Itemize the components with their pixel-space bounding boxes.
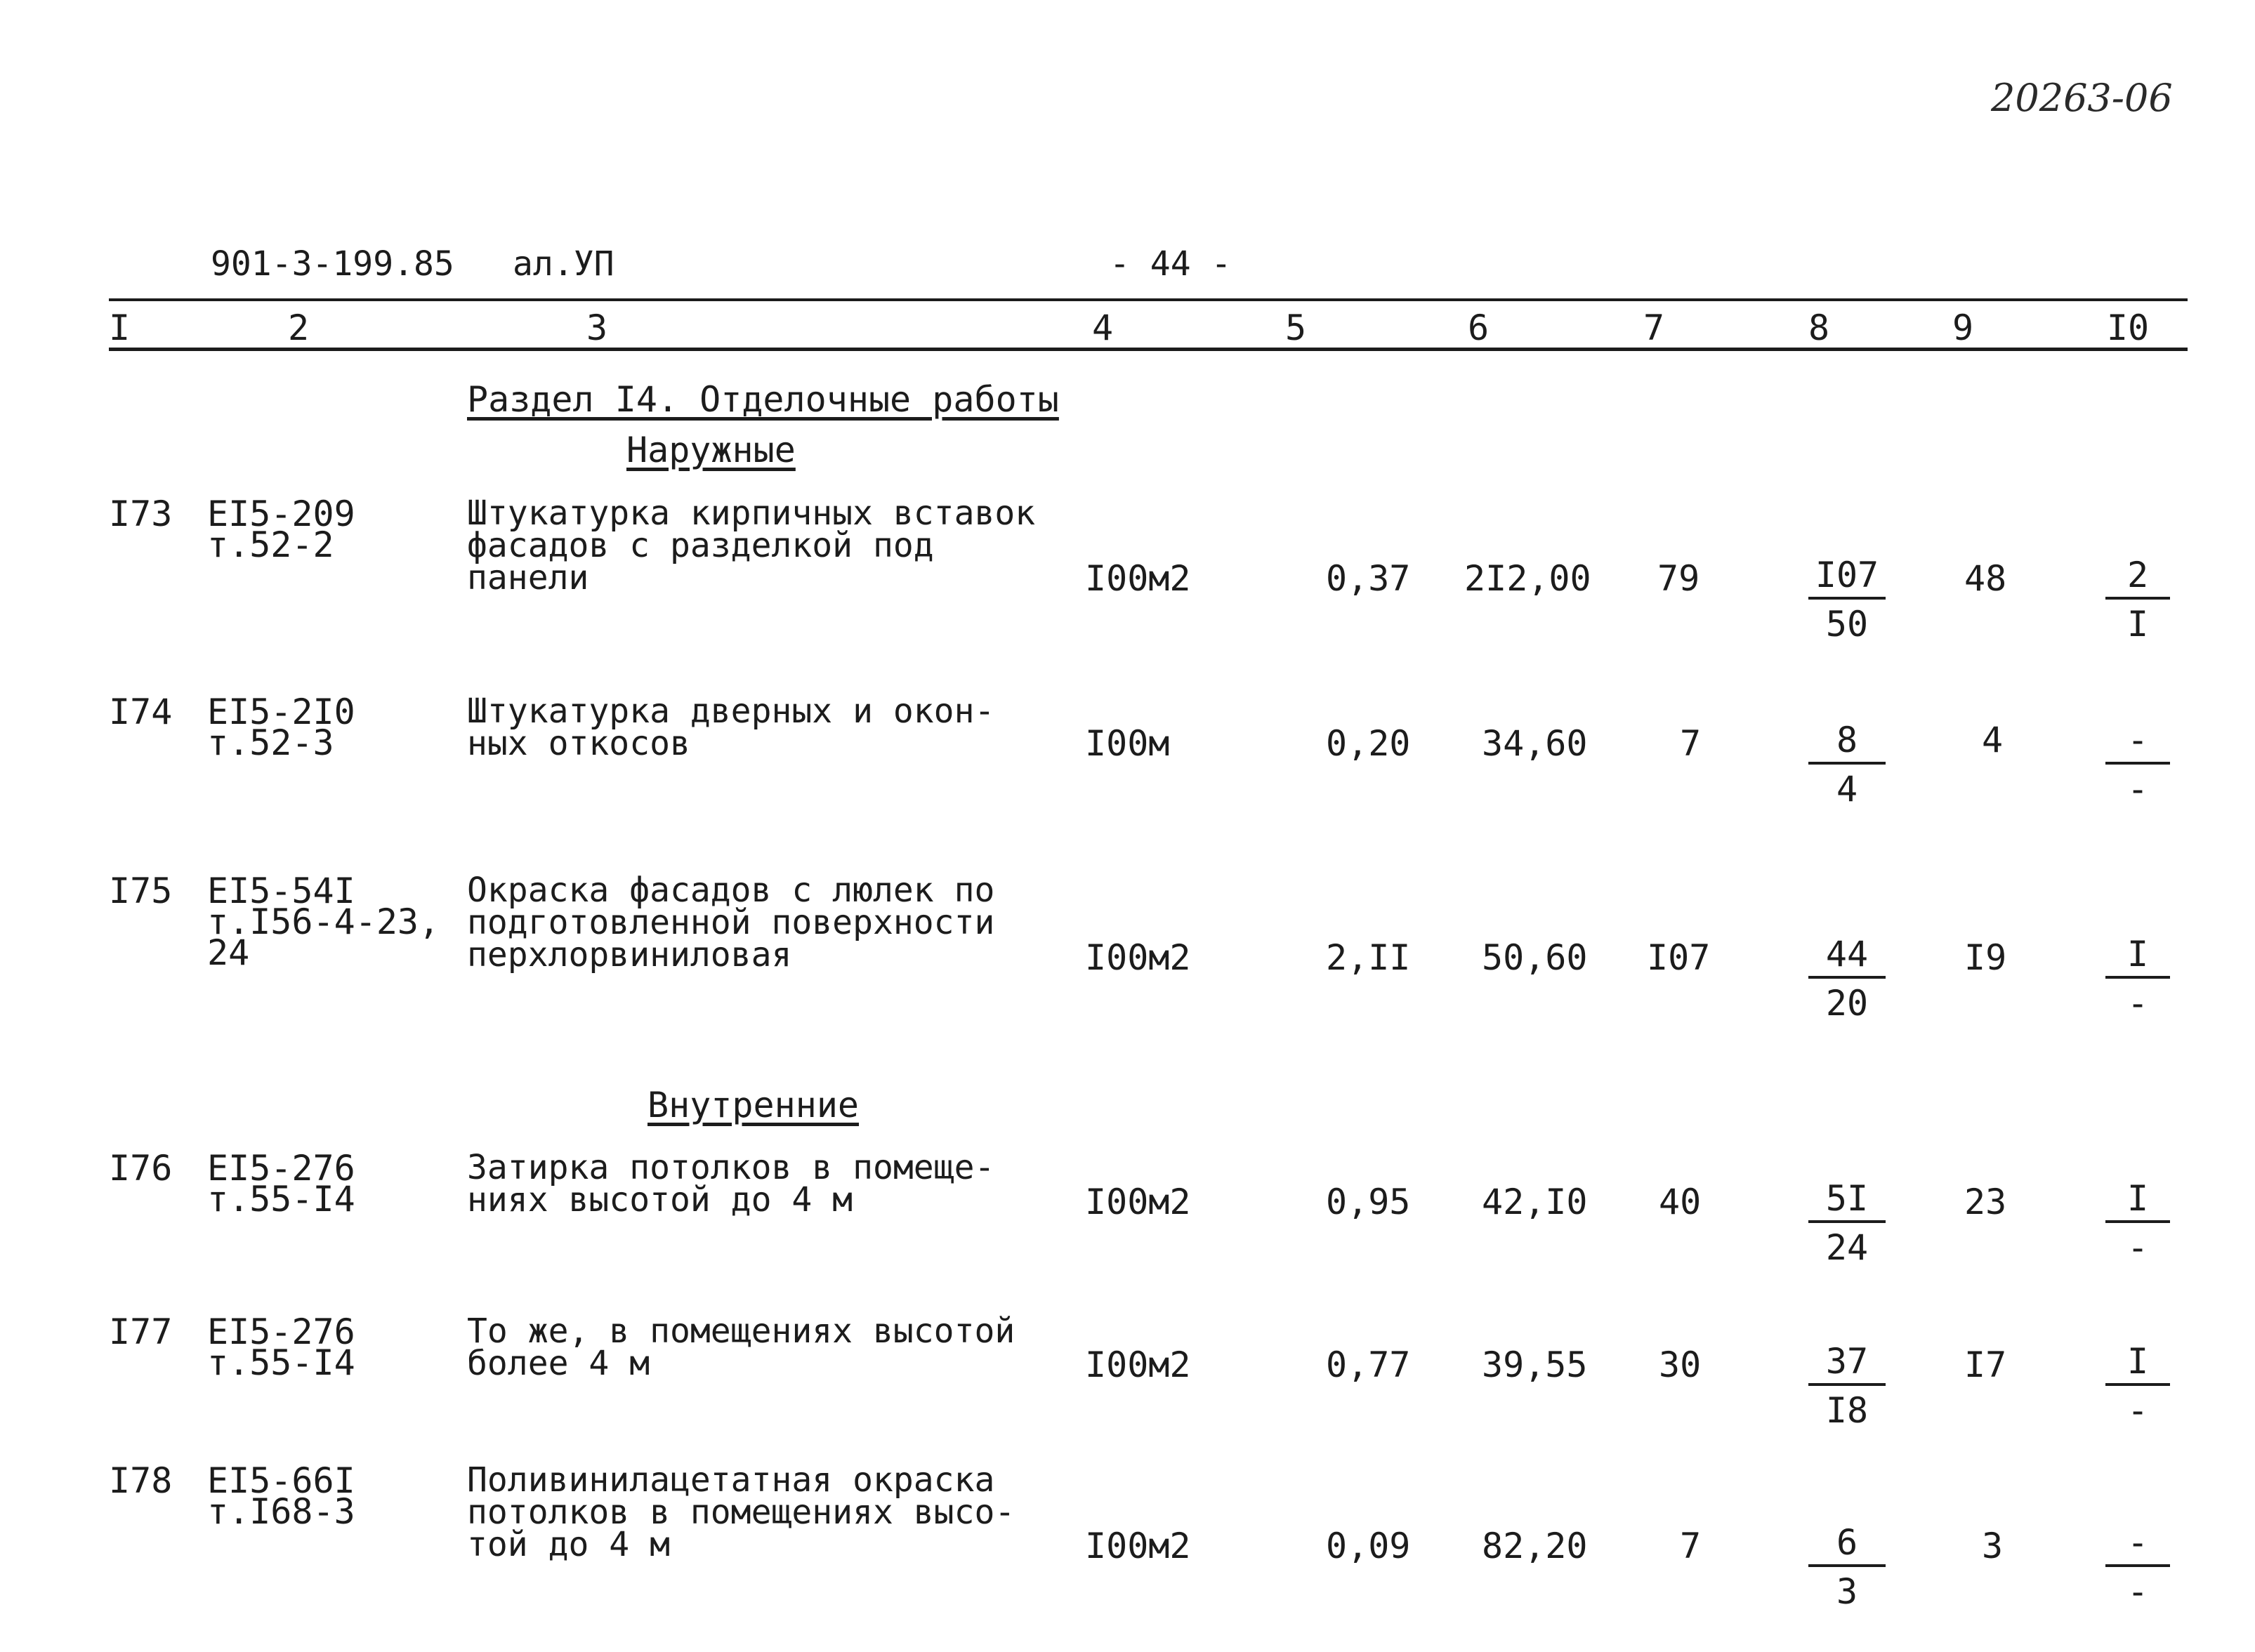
col8-bottom: 20	[1825, 983, 1869, 1024]
norm-table: т.52-2	[207, 524, 334, 565]
col9-value: 3	[1982, 1526, 2004, 1566]
row-number: I74	[109, 692, 173, 732]
fraction-line	[2105, 976, 2170, 979]
col10-bottom: -	[2126, 769, 2149, 810]
col10-top: I	[2126, 1341, 2149, 1382]
col8-top: 37	[1825, 1341, 1869, 1382]
col8-bottom: 50	[1825, 604, 1869, 645]
col8-bottom: 3	[1836, 1571, 1858, 1612]
norm-table: т.55-I4	[207, 1342, 355, 1383]
col-header-6: 6	[1467, 308, 1490, 348]
col8-fraction	[1808, 1522, 1886, 1612]
col-header-3: 3	[586, 308, 608, 348]
row-number: I76	[109, 1148, 173, 1189]
handwritten-sheet-number: 20263-06	[1991, 76, 2173, 120]
row-number: I75	[109, 871, 173, 911]
doc-code: 901-3-199.85	[211, 244, 454, 284]
album-label: ал.УП	[513, 244, 614, 284]
fraction-line	[2105, 597, 2170, 600]
norm-table-cont: 24	[207, 932, 250, 973]
fraction-line	[1808, 1564, 1886, 1567]
col-header-2: 2	[287, 308, 310, 348]
row-number: I78	[109, 1460, 173, 1501]
fraction-line	[2105, 1220, 2170, 1223]
norm-code: EI5-276	[207, 1148, 355, 1189]
unit: I00м2	[1085, 1526, 1191, 1566]
col10-top: I	[2126, 1178, 2149, 1219]
quantity: 0,09	[1326, 1526, 1411, 1566]
col10-bottom: -	[2126, 983, 2149, 1024]
work-description: Окраска фасадов с люлек по подготовленной поверхности перхлорвиниловая	[467, 871, 995, 974]
col8-top: 8	[1836, 720, 1858, 760]
fraction-line	[1808, 1383, 1886, 1386]
col8-top: 44	[1825, 934, 1869, 974]
unit-price: 42,I0	[1482, 1182, 1588, 1222]
unit: I00м2	[1085, 1344, 1191, 1385]
header-rule-top	[109, 298, 2188, 301]
work-description: Затирка потолков в помеще- ниях высотой до 4 м	[467, 1148, 995, 1220]
col10-bottom: -	[2126, 1227, 2149, 1268]
col10-top: I	[2126, 934, 2149, 974]
unit: I00м2	[1085, 937, 1191, 978]
norm-table: т.55-I4	[207, 1179, 355, 1220]
subsection-outer: Наружные	[626, 430, 796, 470]
unit-price: 82,20	[1482, 1526, 1588, 1566]
col8-fraction	[1808, 555, 1886, 645]
col10-bottom: -	[2126, 1390, 2149, 1431]
work-description: Штукатурка дверных и окон- ных откосов	[467, 692, 995, 763]
quantity: 0,20	[1326, 723, 1411, 764]
unit-price: 34,60	[1482, 723, 1588, 764]
quantity: 0,37	[1326, 558, 1411, 599]
col-header-1: I	[108, 308, 131, 348]
col9-value: 48	[1964, 558, 2007, 599]
col-header-10: I0	[2106, 308, 2150, 348]
col9-value: 4	[1982, 720, 2004, 760]
col10-bottom: I	[2126, 604, 2149, 645]
fraction-line	[1808, 762, 1886, 765]
col8-bottom: I8	[1825, 1390, 1869, 1431]
unit-price: 2I2,00	[1464, 558, 1591, 599]
section-title: Раздел I4. Отделочные работы	[467, 379, 1059, 420]
col-header-7: 7	[1643, 308, 1665, 348]
work-description: Штукатурка кирпичных вставок фасадов с разделкой под панели	[467, 494, 1036, 597]
norm-code: EI5-2I0	[207, 692, 355, 732]
norm-code: EI5-66I	[207, 1460, 355, 1501]
unit-price: 50,60	[1482, 937, 1588, 978]
col8-fraction	[1808, 934, 1886, 1024]
col10-top: -	[2126, 720, 2149, 760]
work-description: То же, в помещениях высотой более 4 м	[467, 1311, 1015, 1383]
col8-bottom: 4	[1836, 769, 1858, 810]
fraction-line	[1808, 976, 1886, 979]
col8-top: I07	[1815, 555, 1879, 595]
col10-fraction	[2105, 555, 2170, 645]
fraction-line	[1808, 597, 1886, 600]
quantity: 0,95	[1326, 1182, 1411, 1222]
norm-code: EI5-276	[207, 1311, 355, 1352]
col10-top: 2	[2126, 555, 2149, 595]
col7-value: 30	[1659, 1344, 1702, 1385]
norm-table: т.I68-3	[207, 1491, 355, 1532]
col8-top: 5I	[1825, 1178, 1869, 1219]
norm-code: EI5-54I	[207, 871, 355, 911]
quantity: 2,II	[1326, 937, 1411, 978]
col7-value: 40	[1659, 1182, 1702, 1222]
unit: I00м	[1085, 723, 1170, 764]
fraction-line	[2105, 1564, 2170, 1567]
row-number: I73	[109, 494, 173, 534]
col8-fraction	[1808, 1178, 1886, 1268]
col7-value: 7	[1680, 1526, 1702, 1566]
norm-table: т.I56-4-23,	[207, 901, 440, 942]
col10-bottom: -	[2126, 1571, 2149, 1612]
col-header-4: 4	[1091, 308, 1114, 348]
col10-fraction	[2105, 1178, 2170, 1268]
col8-fraction	[1808, 720, 1886, 810]
fraction-line	[2105, 762, 2170, 765]
row-number: I77	[109, 1311, 173, 1352]
col7-value: 7	[1680, 723, 1702, 764]
col-header-5: 5	[1284, 308, 1307, 348]
col10-fraction	[2105, 1341, 2170, 1431]
col-header-8: 8	[1808, 308, 1830, 348]
unit: I00м2	[1085, 558, 1191, 599]
col10-fraction	[2105, 720, 2170, 810]
col8-fraction	[1808, 1341, 1886, 1431]
col9-value: I7	[1964, 1344, 2007, 1385]
col10-top: -	[2126, 1522, 2149, 1563]
header-rule-bottom	[109, 348, 2188, 351]
col7-value: I07	[1647, 937, 1711, 978]
norm-table: т.52-3	[207, 722, 334, 763]
col8-top: 6	[1836, 1522, 1858, 1563]
col8-bottom: 24	[1825, 1227, 1869, 1268]
subsection-inner: Внутренние	[647, 1085, 860, 1125]
fraction-line	[1808, 1220, 1886, 1223]
col-header-9: 9	[1952, 308, 1974, 348]
norm-code: EI5-209	[207, 494, 355, 534]
fraction-line	[2105, 1383, 2170, 1386]
unit-price: 39,55	[1482, 1344, 1588, 1385]
unit: I00м2	[1085, 1182, 1191, 1222]
page-number: - 44 -	[1110, 244, 1232, 284]
work-description: Поливинилацетатная окраска потолков в помещениях высо- той до 4 м	[467, 1460, 1015, 1564]
col10-fraction	[2105, 934, 2170, 1024]
col9-value: 23	[1964, 1182, 2007, 1222]
col9-value: I9	[1964, 937, 2007, 978]
col10-fraction	[2105, 1522, 2170, 1612]
quantity: 0,77	[1326, 1344, 1411, 1385]
col7-value: 79	[1657, 558, 1700, 599]
